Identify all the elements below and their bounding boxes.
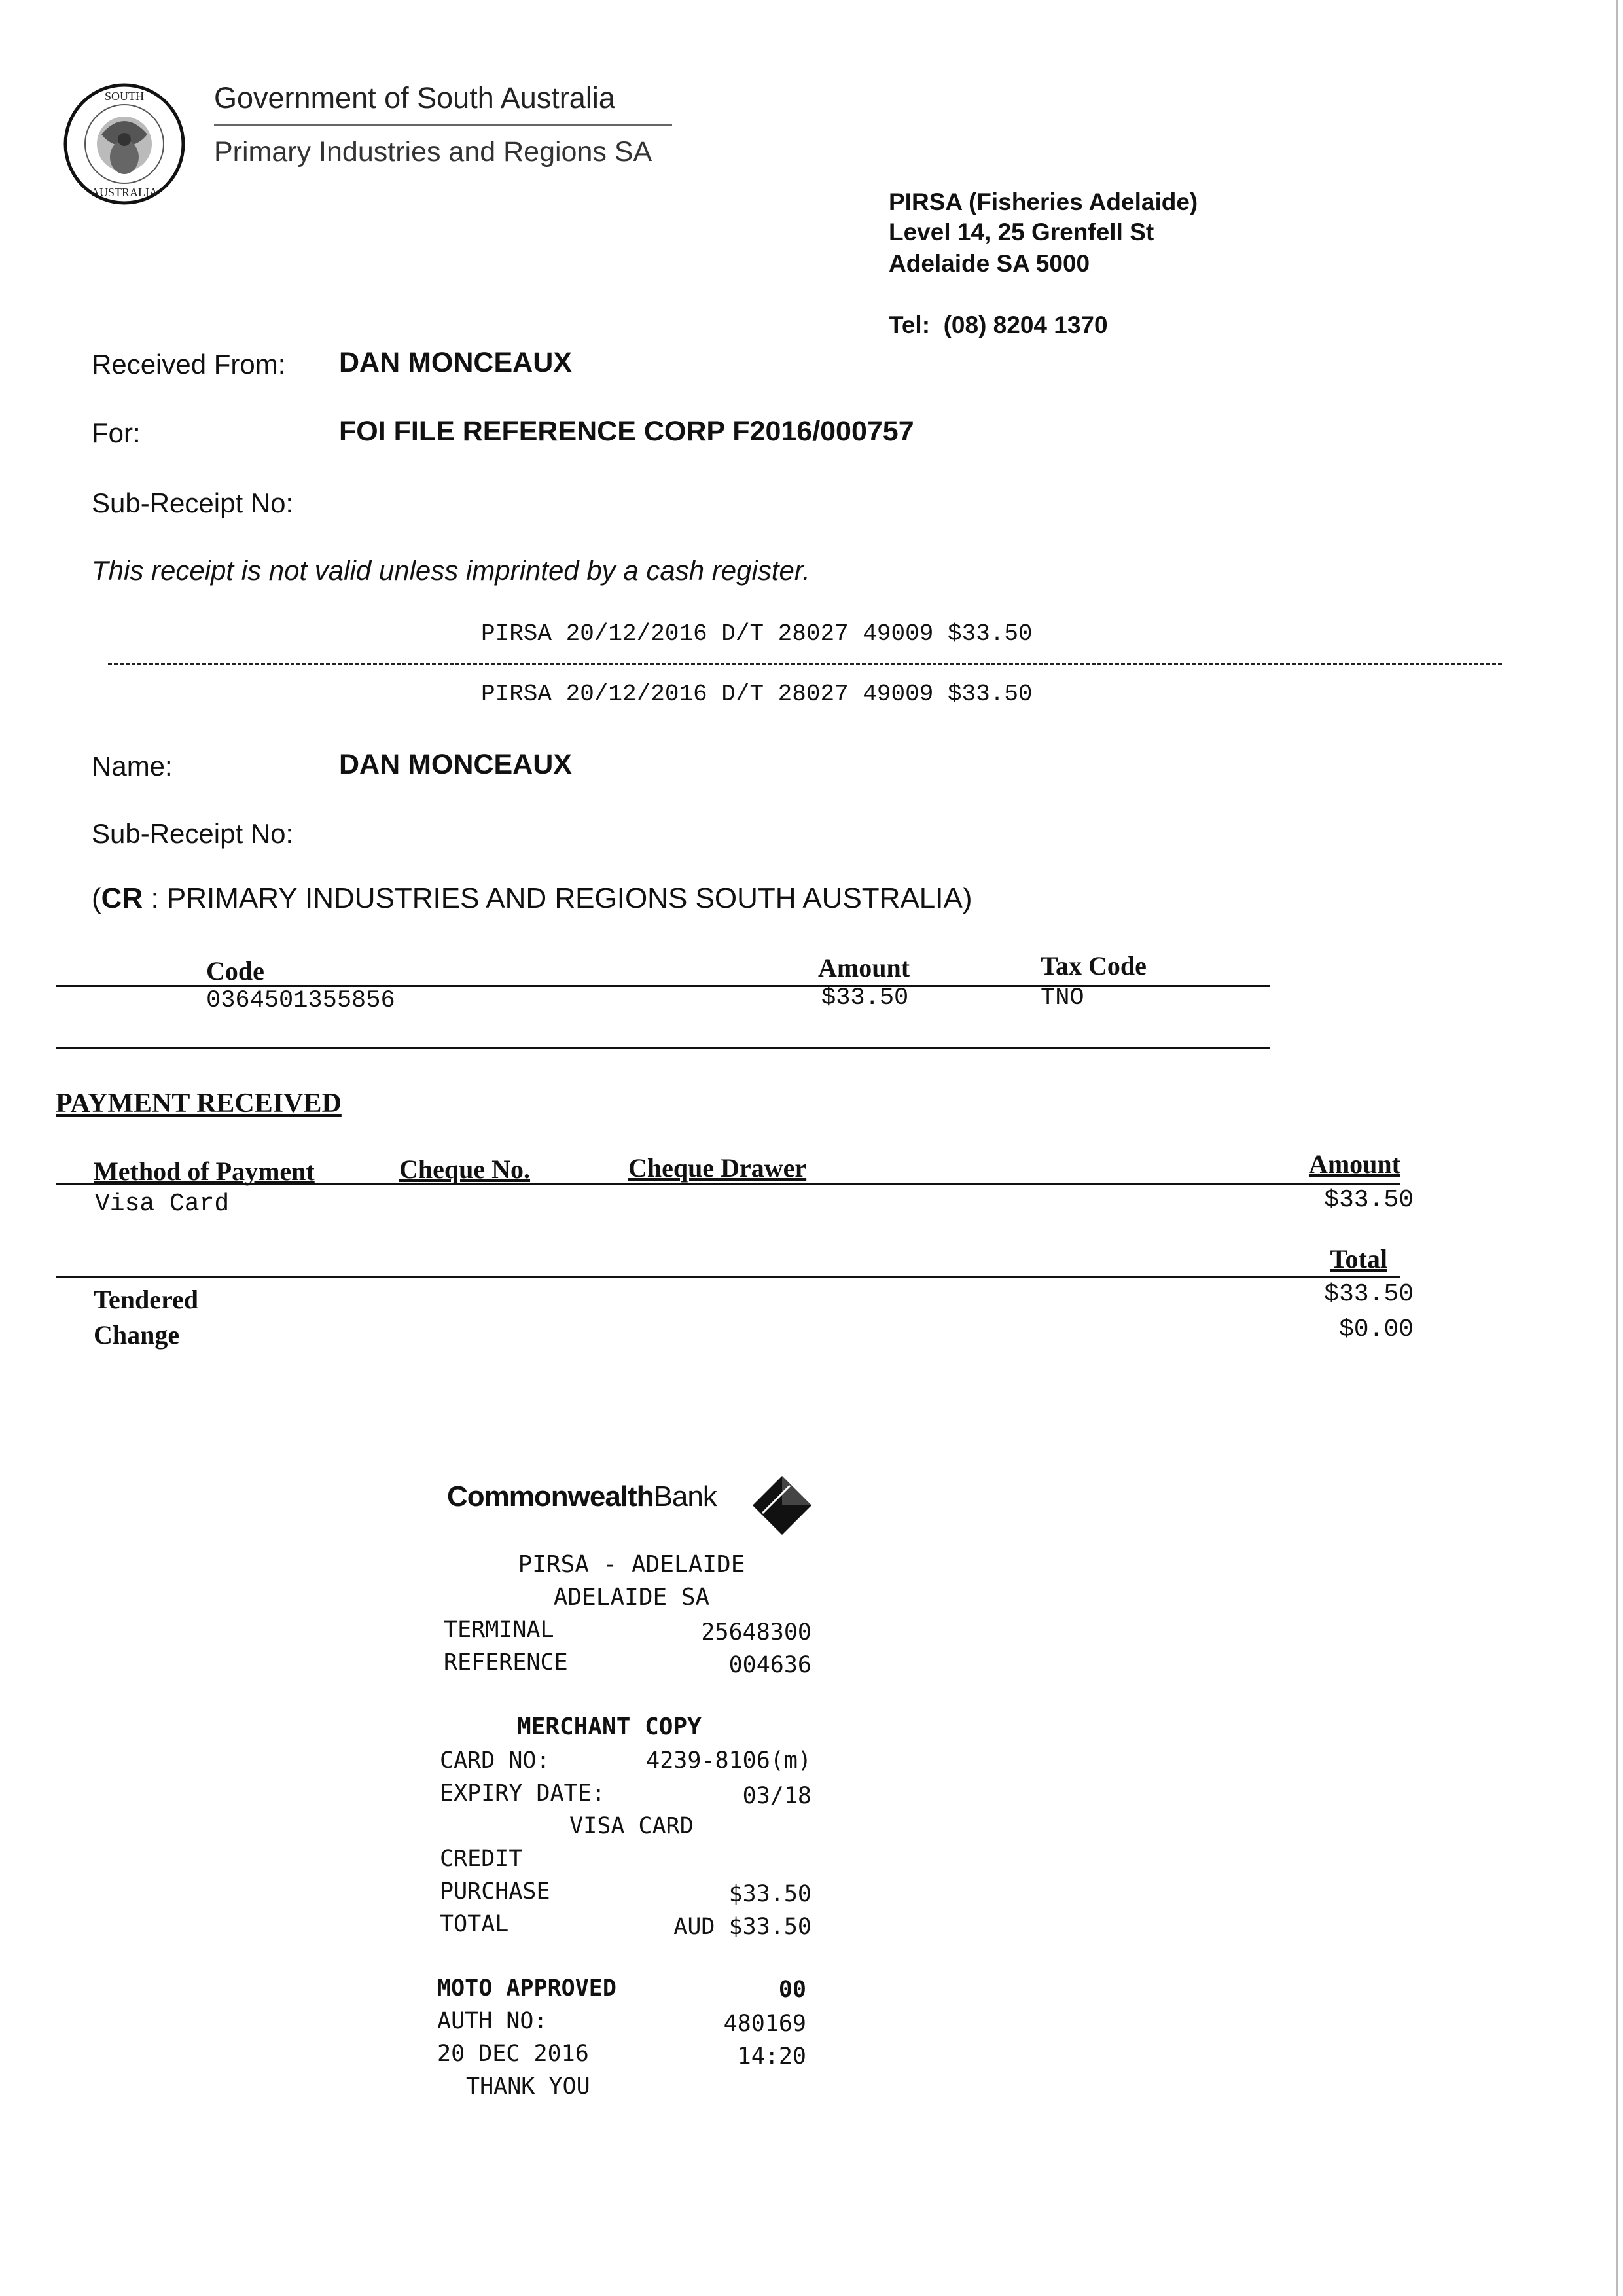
card-type: VISA CARD: [569, 1813, 694, 1839]
tendered-value: $33.50: [1324, 1280, 1414, 1308]
tel-label: Tel:: [889, 312, 931, 338]
cr-line: (CR : PRIMARY INDUSTRIES AND REGIONS SOUTH AUSTRALIA): [92, 882, 972, 914]
purchase-value: $33.50: [728, 1881, 812, 1907]
method-header: Method of Payment: [94, 1157, 315, 1186]
page-edge: [1616, 0, 1618, 2296]
tax-code-header: Tax Code: [1041, 951, 1147, 980]
expiry-label: EXPIRY DATE:: [440, 1780, 605, 1806]
total-label-slip: TOTAL: [440, 1911, 509, 1937]
transaction-date: 20 DEC 2016: [437, 2041, 589, 2067]
payment-received-heading: PAYMENT RECEIVED: [56, 1088, 342, 1119]
government-title: Government of South Australia: [214, 81, 615, 115]
reference-value: 004636: [728, 1652, 812, 1678]
sub-receipt-label-2: Sub-Receipt No:: [92, 818, 294, 849]
total-label: Total: [1330, 1244, 1387, 1274]
moto-approved-label: MOTO APPROVED: [437, 1975, 616, 2001]
expiry-value: 03/18: [742, 1783, 812, 1809]
for-label: For:: [92, 418, 141, 448]
tear-line: [108, 663, 1502, 665]
payment-amount-value: $33.50: [1324, 1186, 1414, 1214]
header-divider: [214, 124, 672, 126]
payment-table-top-rule: [56, 1183, 1400, 1185]
commonwealth-bank-logo: CommonwealthBank: [447, 1480, 717, 1513]
tax-code-value: TNO: [1041, 984, 1084, 1012]
credit-label: CREDIT: [440, 1846, 523, 1872]
total-value-slip: AUD $33.50: [673, 1914, 812, 1940]
office-tel: [889, 312, 1108, 339]
svg-text:AUSTRALIA: AUSTRALIA: [91, 186, 158, 199]
received-from-value: DAN MONCEAUX: [339, 347, 572, 378]
for-value: FOI FILE REFERENCE CORP F2016/000757: [339, 416, 914, 447]
change-label: Change: [94, 1320, 180, 1350]
department-title: Primary Industries and Regions SA: [214, 136, 652, 168]
card-no-value: 4239-8106(m): [646, 1748, 812, 1774]
auth-no-value: 480169: [723, 2011, 806, 2037]
code-table-bottom-rule: [56, 1047, 1270, 1049]
payment-table-total-rule: [56, 1276, 1400, 1278]
register-imprint-2: PIRSA 20/12/2016 D/T 28027 49009 $33.50: [481, 681, 1033, 708]
tel-number: (08) 8204 1370: [943, 312, 1108, 338]
auth-no-label: AUTH NO:: [437, 2008, 548, 2034]
received-from-label: Received From:: [92, 349, 286, 380]
office-street: Level 14, 25 Grenfell St: [889, 219, 1154, 245]
transaction-time: 14:20: [737, 2043, 806, 2070]
merchant-city: ADELAIDE SA: [553, 1584, 710, 1611]
name-label: Name:: [92, 751, 173, 781]
office-city: Adelaide SA 5000: [889, 250, 1090, 277]
register-imprint-1: PIRSA 20/12/2016 D/T 28027 49009 $33.50: [481, 620, 1033, 647]
card-no-label: CARD NO:: [440, 1748, 550, 1774]
reference-label: REFERENCE: [444, 1649, 568, 1676]
name-value: DAN MONCEAUX: [339, 749, 572, 780]
amount-header: Amount: [818, 953, 910, 982]
cheque-no-header: Cheque No.: [399, 1155, 531, 1184]
office-name: PIRSA (Fisheries Adelaide): [889, 188, 1198, 215]
south-australia-seal-icon: [62, 82, 187, 206]
cheque-drawer-header: Cheque Drawer: [628, 1153, 807, 1183]
terminal-label: TERMINAL: [444, 1617, 554, 1643]
merchant-copy-title: MERCHANT COPY: [517, 1713, 702, 1740]
sub-receipt-label: Sub-Receipt No:: [92, 488, 294, 518]
thank-you: THANK YOU: [466, 2073, 590, 2100]
approved-code: 00: [778, 1977, 806, 2003]
change-value: $0.00: [1338, 1316, 1414, 1344]
validity-note: This receipt is not valid unless imprinted by a cash register.: [92, 555, 810, 586]
merchant-name: PIRSA - ADELAIDE: [518, 1551, 745, 1578]
payment-amount-header: Amount: [1308, 1149, 1400, 1179]
code-amount-value: $33.50: [821, 984, 909, 1012]
code-value: 0364501355856: [206, 987, 395, 1014]
tendered-label: Tendered: [94, 1285, 199, 1314]
payment-method-value: Visa Card: [95, 1190, 230, 1218]
commonwealth-bank-diamond-icon: [749, 1473, 815, 1538]
terminal-value: 25648300: [701, 1619, 812, 1645]
purchase-label: PURCHASE: [440, 1878, 550, 1905]
svg-text:SOUTH: SOUTH: [104, 90, 145, 103]
code-header: Code: [206, 956, 264, 986]
